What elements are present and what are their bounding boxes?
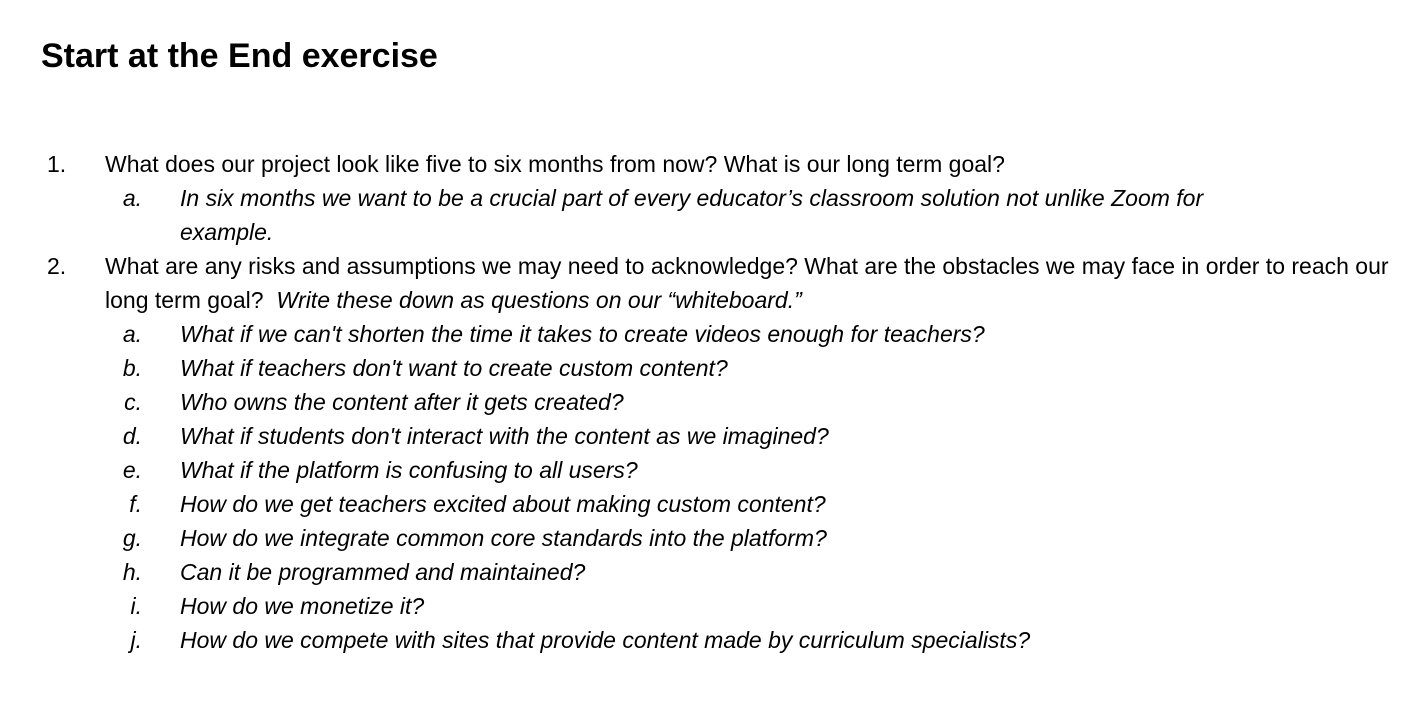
answer-item: [0, 521, 1412, 555]
answer-text: How do we integrate common core standards into the platform?: [180, 525, 827, 551]
answer-text: Can it be programmed and maintained?: [180, 559, 586, 585]
answer-label: c.: [124, 389, 142, 415]
document-title: Start at the End exercise: [41, 37, 438, 75]
answer-label: a.: [122, 321, 142, 347]
answer-label: d.: [122, 423, 142, 449]
answer-text: What if we can't shorten the time it takes to create videos enough for teachers?: [180, 321, 985, 347]
answer-label: f.: [129, 491, 142, 517]
question-note: Write these down as questions on our “whiteboard.”: [276, 287, 802, 313]
question-item-1: [0, 147, 1412, 181]
answer-item: [0, 351, 1412, 385]
answer-text: How do we get teachers excited about making custom content?: [180, 491, 826, 517]
answer-text: What if students don't interact with the content as we imagined?: [180, 423, 829, 449]
answer-text: In six months we want to be a crucial part of every educator’s classroom solution not unlike Zoom for example.: [180, 185, 1204, 245]
answer-text: Who owns the content after it gets created?: [180, 389, 624, 415]
answer-item: [0, 555, 1412, 589]
answer-label: g.: [122, 525, 142, 551]
answer-text: What if teachers don't want to create custom content?: [180, 355, 728, 381]
answer-label: a.: [122, 185, 142, 211]
answer-item: [0, 181, 1412, 249]
answer-item: [0, 317, 1412, 351]
answer-item: [0, 487, 1412, 521]
answer-label: e.: [122, 457, 142, 483]
question-text: [105, 249, 1395, 317]
answer-text: How do we compete with sites that provide content made by curriculum specialists?: [180, 627, 1031, 653]
question-text: [105, 147, 1395, 181]
answer-text: How do we monetize it?: [180, 593, 425, 619]
question-list: [0, 147, 1412, 657]
answer-item: [0, 385, 1412, 419]
question-item-2: [0, 249, 1412, 317]
answer-label: b.: [122, 355, 142, 381]
answer-item: [0, 419, 1412, 453]
answer-text: What if the platform is confusing to all users?: [180, 457, 638, 483]
answer-item: [0, 623, 1412, 657]
question-body: What does our project look like five to six months from now? What is our long term goal?: [105, 151, 1005, 177]
answer-item: [0, 589, 1412, 623]
question-number: 1.: [47, 151, 67, 177]
question-number: 2.: [47, 253, 67, 279]
answer-label: i.: [130, 593, 142, 619]
answer-label: j.: [130, 627, 142, 653]
answer-label: h.: [122, 559, 142, 585]
question-body: What are any risks and assumptions we may need to acknowledge? What are the obstacles we may face in order to reach our long term goal?: [105, 253, 1389, 313]
answer-item: [0, 453, 1412, 487]
